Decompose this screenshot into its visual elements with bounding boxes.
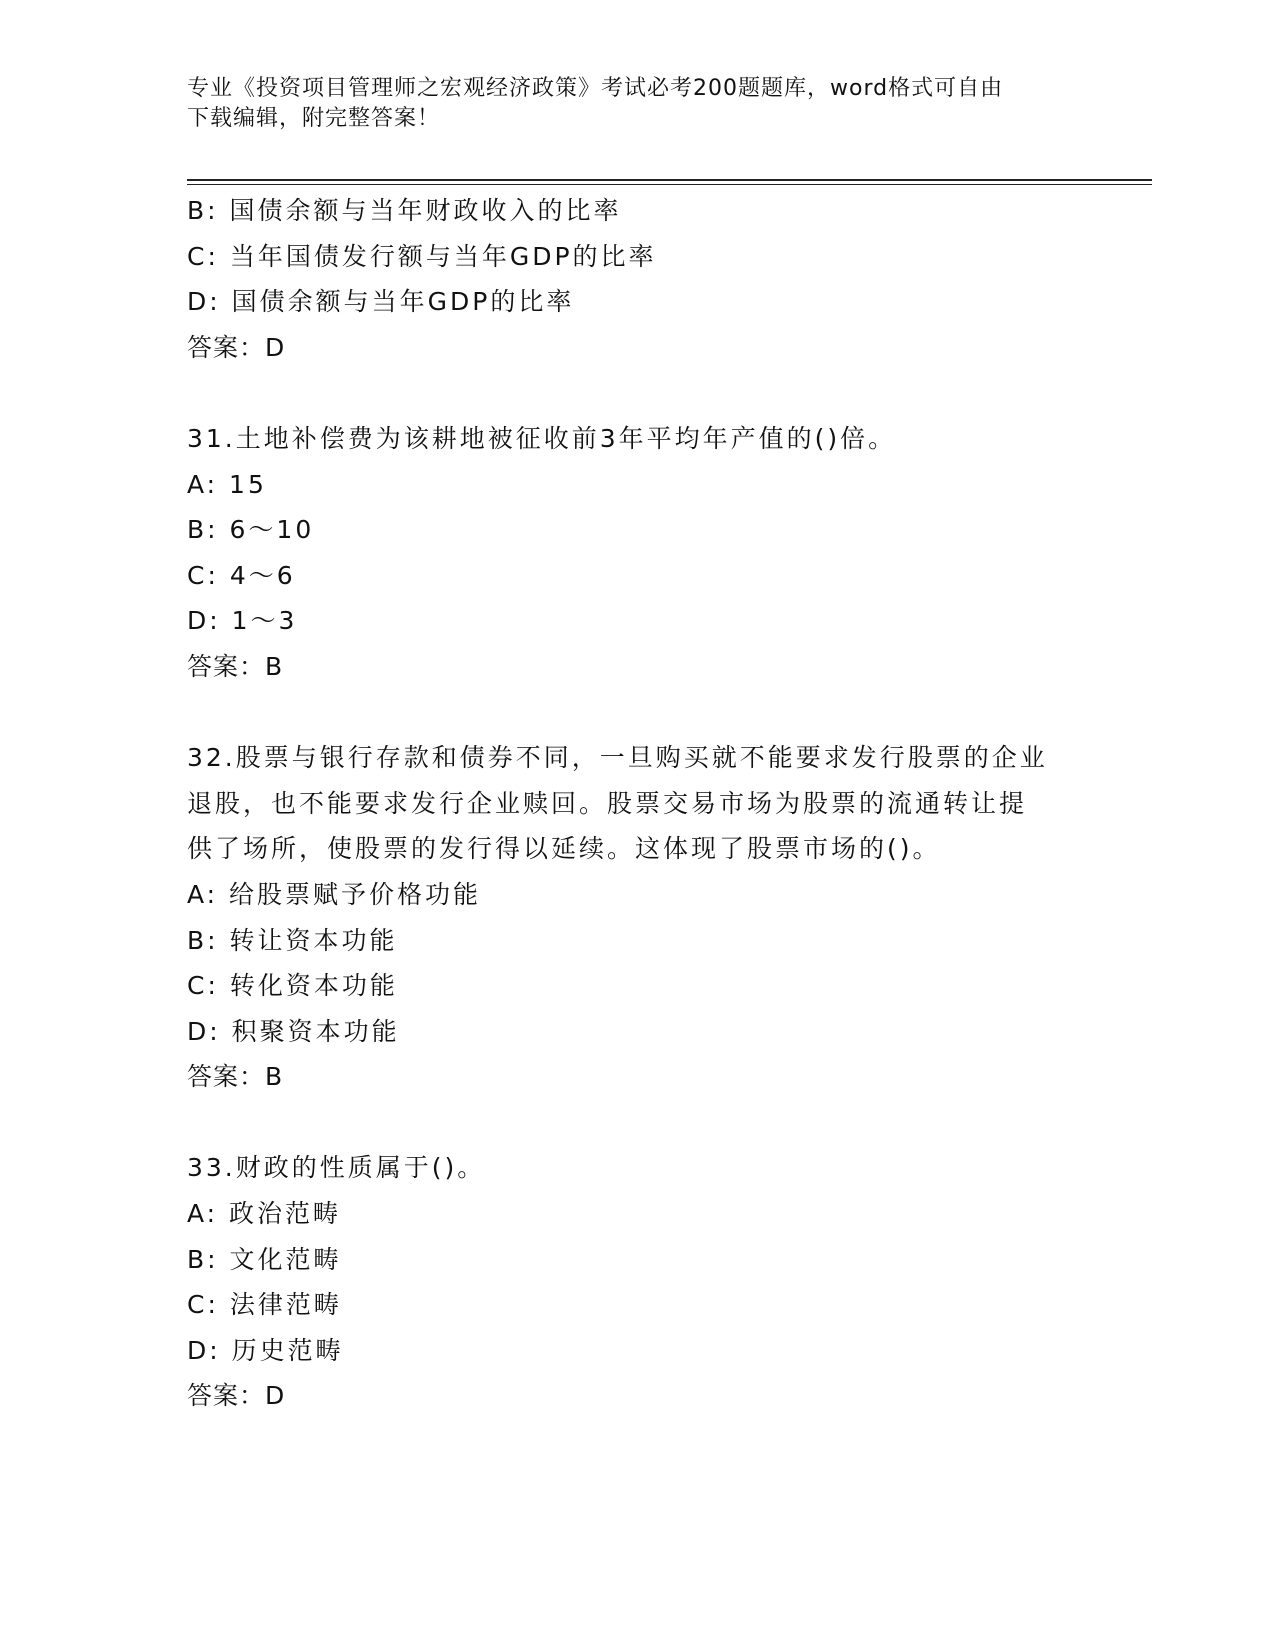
option-c: C: 当年国债发行额与当年GDP的比率 bbox=[187, 241, 657, 271]
option-c: C: 4～6 bbox=[187, 560, 296, 590]
question-stem: 31.土地补偿费为该耕地被征收前3年平均年产值的()倍。 bbox=[187, 423, 897, 453]
question-stem-line-2: 退股，也不能要求发行企业赎回。股票交易市场为股票的流通转让提 bbox=[187, 788, 1028, 818]
spacer bbox=[187, 370, 1087, 416]
answer-line: 答案：B bbox=[187, 1062, 284, 1092]
question-stem-line-1: 32.股票与银行存款和债券不同，一旦购买就不能要求发行股票的企业 bbox=[187, 743, 1048, 773]
question-block-31 bbox=[187, 416, 1087, 690]
option-a: A: 政治范畴 bbox=[187, 1199, 342, 1229]
answer-line: 答案：D bbox=[187, 332, 286, 362]
answer-line: 答案：B bbox=[187, 651, 284, 681]
option-d: D: 历史范畴 bbox=[187, 1335, 344, 1365]
header-line-1: 专业《投资项目管理师之宏观经济政策》考试必考200题题库，word格式可自由 bbox=[187, 76, 1004, 101]
spacer bbox=[187, 1100, 1087, 1146]
header-rule-thick bbox=[187, 179, 1152, 181]
header-rule-thin bbox=[187, 184, 1152, 185]
option-b: B: 转让资本功能 bbox=[187, 925, 398, 955]
question-block-prev bbox=[187, 188, 1087, 370]
question-stem-line-3: 供了场所，使股票的发行得以延续。这体现了股票市场的()。 bbox=[187, 834, 941, 864]
header-line-2: 下载编辑，附完整答案！ bbox=[187, 106, 441, 131]
option-a: A: 15 bbox=[187, 469, 267, 499]
question-block-32 bbox=[187, 735, 1087, 1100]
option-a: A: 给股票赋予价格功能 bbox=[187, 879, 482, 909]
question-list bbox=[187, 188, 1087, 1419]
answer-line: 答案：D bbox=[187, 1381, 286, 1411]
option-d: D: 积聚资本功能 bbox=[187, 1016, 400, 1046]
document-header bbox=[187, 74, 1067, 134]
option-d: D: 国债余额与当年GDP的比率 bbox=[187, 287, 575, 317]
option-d: D: 1～3 bbox=[187, 606, 298, 636]
spacer bbox=[187, 690, 1087, 736]
option-b: B: 文化范畴 bbox=[187, 1244, 342, 1274]
question-stem: 33.财政的性质属于()。 bbox=[187, 1153, 486, 1183]
option-c: C: 法律范畴 bbox=[187, 1290, 342, 1320]
option-b: B: 国债余额与当年财政收入的比率 bbox=[187, 196, 622, 225]
question-block-33 bbox=[187, 1145, 1087, 1419]
option-b: B: 6～10 bbox=[187, 515, 315, 545]
option-c: C: 转化资本功能 bbox=[187, 971, 398, 1001]
